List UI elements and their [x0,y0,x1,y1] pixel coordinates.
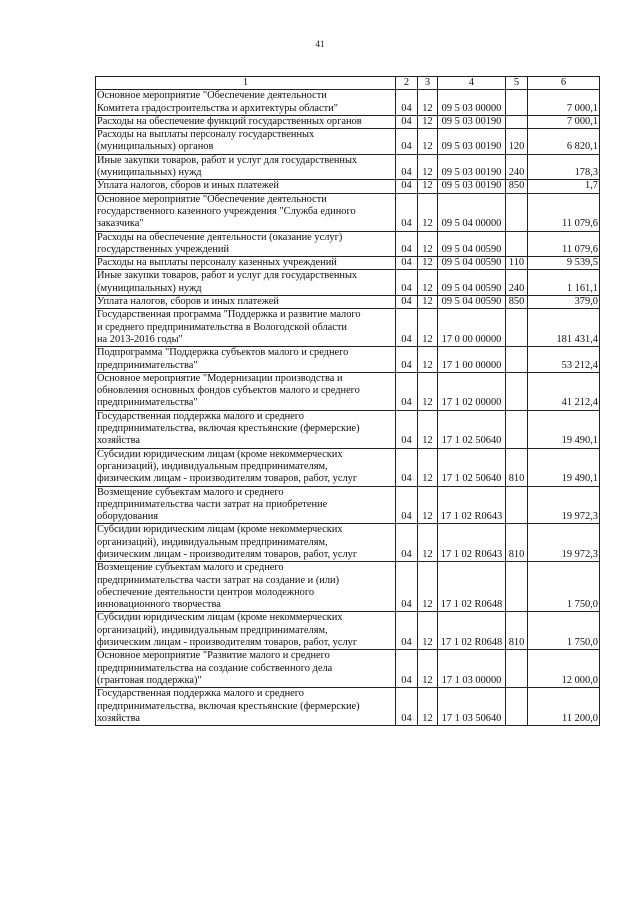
header-cell-section: 2 [396,77,418,90]
table-row [96,612,600,650]
subsection-cell: 12 [418,410,438,448]
target-article-cell: 17 1 02 R0648 [438,612,506,650]
row-name-cell: Государственная поддержка малого и среднего предпринимательства, включая крестьянские (фермерские) хозяйства [96,410,396,448]
amount-cell: 19 490,1 [528,448,600,486]
row-name-cell: Государственная программа "Поддержка и развитие малого и среднего предпринимательства в Вологодской области на 2013-2016 годы" [96,309,396,347]
section-cell: 04 [396,129,418,155]
amount-cell: 11 079,6 [528,231,600,257]
subsection-cell: 12 [418,688,438,726]
amount-cell: 1 750,0 [528,562,600,612]
subsection-cell: 12 [418,347,438,373]
table-row [96,372,600,410]
budget-table [95,76,600,726]
expense-type-cell: 850 [506,180,528,193]
target-article-cell: 17 1 03 00000 [438,650,506,688]
table-row [96,524,600,562]
subsection-cell: 12 [418,115,438,128]
row-name-cell: Расходы на выплаты персоналу государственных (муниципальных) органов [96,129,396,155]
subsection-cell: 12 [418,524,438,562]
expense-type-cell: 240 [506,154,528,180]
table-row [96,270,600,296]
target-article-cell: 09 5 04 00590 [438,231,506,257]
table-row [96,410,600,448]
section-cell: 04 [396,486,418,524]
amount-cell: 379,0 [528,296,600,309]
table-row [96,347,600,373]
target-article-cell: 17 1 02 R0643 [438,524,506,562]
header-cell-subsection: 3 [418,77,438,90]
table-row [96,90,600,116]
section-cell: 04 [396,231,418,257]
row-name-cell: Основное мероприятие "Развитие малого и среднего предпринимательства на создание собственного дела (грантовая поддержка)" [96,650,396,688]
table-row [96,448,600,486]
target-article-cell: 17 1 02 R0643 [438,486,506,524]
row-name-cell: Уплата налогов, сборов и иных платежей [96,180,396,193]
subsection-cell: 12 [418,154,438,180]
subsection-cell: 12 [418,296,438,309]
subsection-cell: 12 [418,193,438,231]
row-name-cell: Возмещение субъектам малого и среднего предпринимательства части затрат на создание и (или) обеспечение деятельности центров молодежного инновационного творчества [96,562,396,612]
amount-cell: 19 490,1 [528,410,600,448]
table-row [96,562,600,612]
table-row [96,296,600,309]
expense-type-cell: 810 [506,448,528,486]
section-cell: 04 [396,257,418,270]
table-row [96,688,600,726]
subsection-cell: 12 [418,257,438,270]
section-cell: 04 [396,90,418,116]
target-article-cell: 17 0 00 00000 [438,309,506,347]
expense-type-cell: 120 [506,129,528,155]
row-name-cell: Основное мероприятие "Обеспечение деятельности государственного казенного учреждения "Служба единого заказчика" [96,193,396,231]
amount-cell: 19 972,3 [528,486,600,524]
section-cell: 04 [396,448,418,486]
expense-type-cell: 810 [506,524,528,562]
amount-cell: 11 200,0 [528,688,600,726]
row-name-cell: Иные закупки товаров, работ и услуг для государственных (муниципальных) нужд [96,270,396,296]
section-cell: 04 [396,562,418,612]
amount-cell: 12 000,0 [528,650,600,688]
target-article-cell: 09 5 04 00000 [438,193,506,231]
table-row [96,193,600,231]
expense-type-cell [506,231,528,257]
amount-cell: 181 431,4 [528,309,600,347]
section-cell: 04 [396,612,418,650]
amount-cell: 9 539,5 [528,257,600,270]
expense-type-cell: 110 [506,257,528,270]
subsection-cell: 12 [418,231,438,257]
expense-type-cell [506,650,528,688]
subsection-cell: 12 [418,612,438,650]
expense-type-cell [506,309,528,347]
row-name-cell: Иные закупки товаров, работ и услуг для государственных (муниципальных) нужд [96,154,396,180]
row-name-cell: Расходы на обеспечение функций государственных органов [96,115,396,128]
header-row [96,77,600,90]
target-article-cell: 09 5 04 00590 [438,257,506,270]
section-cell: 04 [396,115,418,128]
table-row [96,257,600,270]
subsection-cell: 12 [418,372,438,410]
section-cell: 04 [396,154,418,180]
amount-cell: 53 212,4 [528,347,600,373]
section-cell: 04 [396,296,418,309]
expense-type-cell [506,193,528,231]
amount-cell: 1,7 [528,180,600,193]
subsection-cell: 12 [418,270,438,296]
row-name-cell: Расходы на выплаты персоналу казенных учреждений [96,257,396,270]
section-cell: 04 [396,410,418,448]
expense-type-cell [506,347,528,373]
expense-type-cell: 240 [506,270,528,296]
table-row [96,115,600,128]
section-cell: 04 [396,372,418,410]
section-cell: 04 [396,650,418,688]
row-name-cell: Субсидии юридическим лицам (кроме некоммерческих организаций), индивидуальным предпринимателям, физическим лицам - производителям товаров, работ, услуг [96,524,396,562]
target-article-cell: 09 5 03 00000 [438,90,506,116]
row-name-cell: Основное мероприятие "Модернизации производства и обновления основных фондов субъектов малого и среднего предпринимательства" [96,372,396,410]
row-name-cell: Расходы на обеспечение деятельности (оказание услуг) государственных учреждений [96,231,396,257]
expense-type-cell [506,372,528,410]
row-name-cell: Подпрограмма "Поддержка субъектов малого и среднего предпринимательства" [96,347,396,373]
target-article-cell: 17 1 03 50640 [438,688,506,726]
row-name-cell: Субсидии юридическим лицам (кроме некоммерческих организаций), индивидуальным предпринимателям, физическим лицам - производителям товаров, работ, услуг [96,448,396,486]
target-article-cell: 09 5 03 00190 [438,154,506,180]
subsection-cell: 12 [418,448,438,486]
target-article-cell: 09 5 03 00190 [438,180,506,193]
section-cell: 04 [396,270,418,296]
expense-type-cell [506,562,528,612]
target-article-cell: 09 5 03 00190 [438,115,506,128]
amount-cell: 41 212,4 [528,372,600,410]
section-cell: 04 [396,688,418,726]
table-row [96,129,600,155]
table-row [96,650,600,688]
subsection-cell: 12 [418,180,438,193]
header-cell-amount: 6 [528,77,600,90]
amount-cell: 6 820,1 [528,129,600,155]
row-name-cell: Уплата налогов, сборов и иных платежей [96,296,396,309]
target-article-cell: 09 5 04 00590 [438,296,506,309]
target-article-cell: 17 1 02 R0648 [438,562,506,612]
expense-type-cell [506,115,528,128]
subsection-cell: 12 [418,129,438,155]
amount-cell: 7 000,1 [528,115,600,128]
expense-type-cell [506,688,528,726]
row-name-cell: Субсидии юридическим лицам (кроме некоммерческих организаций), индивидуальным предпринимателям, физическим лицам - производителям товаров, работ, услуг [96,612,396,650]
header-cell-expense-type: 5 [506,77,528,90]
target-article-cell: 09 5 04 00590 [438,270,506,296]
target-article-cell: 17 1 02 00000 [438,372,506,410]
row-name-cell: Основное мероприятие "Обеспечение деятельности Комитета градостроительства и архитектуры области" [96,90,396,116]
amount-cell: 178,3 [528,154,600,180]
amount-cell: 11 079,6 [528,193,600,231]
amount-cell: 1 161,1 [528,270,600,296]
expense-type-cell: 810 [506,612,528,650]
header-cell-target-article: 4 [438,77,506,90]
subsection-cell: 12 [418,486,438,524]
target-article-cell: 09 5 03 00190 [438,129,506,155]
table-row [96,309,600,347]
table-row [96,486,600,524]
expense-type-cell: 850 [506,296,528,309]
section-cell: 04 [396,309,418,347]
expense-type-cell [506,90,528,116]
table-row [96,231,600,257]
subsection-cell: 12 [418,562,438,612]
section-cell: 04 [396,524,418,562]
section-cell: 04 [396,180,418,193]
subsection-cell: 12 [418,650,438,688]
amount-cell: 7 000,1 [528,90,600,116]
row-name-cell: Возмещение субъектам малого и среднего предпринимательства части затрат на приобретение оборудования [96,486,396,524]
target-article-cell: 17 1 02 50640 [438,448,506,486]
target-article-cell: 17 1 00 00000 [438,347,506,373]
table-row [96,154,600,180]
row-name-cell: Государственная поддержка малого и среднего предпринимательства, включая крестьянские (фермерские) хозяйства [96,688,396,726]
section-cell: 04 [396,193,418,231]
subsection-cell: 12 [418,309,438,347]
header-cell-name: 1 [96,77,396,90]
table-row [96,180,600,193]
target-article-cell: 17 1 02 50640 [438,410,506,448]
expense-type-cell [506,410,528,448]
section-cell: 04 [396,347,418,373]
expense-type-cell [506,486,528,524]
amount-cell: 1 750,0 [528,612,600,650]
page-number: 41 [315,39,325,49]
subsection-cell: 12 [418,90,438,116]
amount-cell: 19 972,3 [528,524,600,562]
